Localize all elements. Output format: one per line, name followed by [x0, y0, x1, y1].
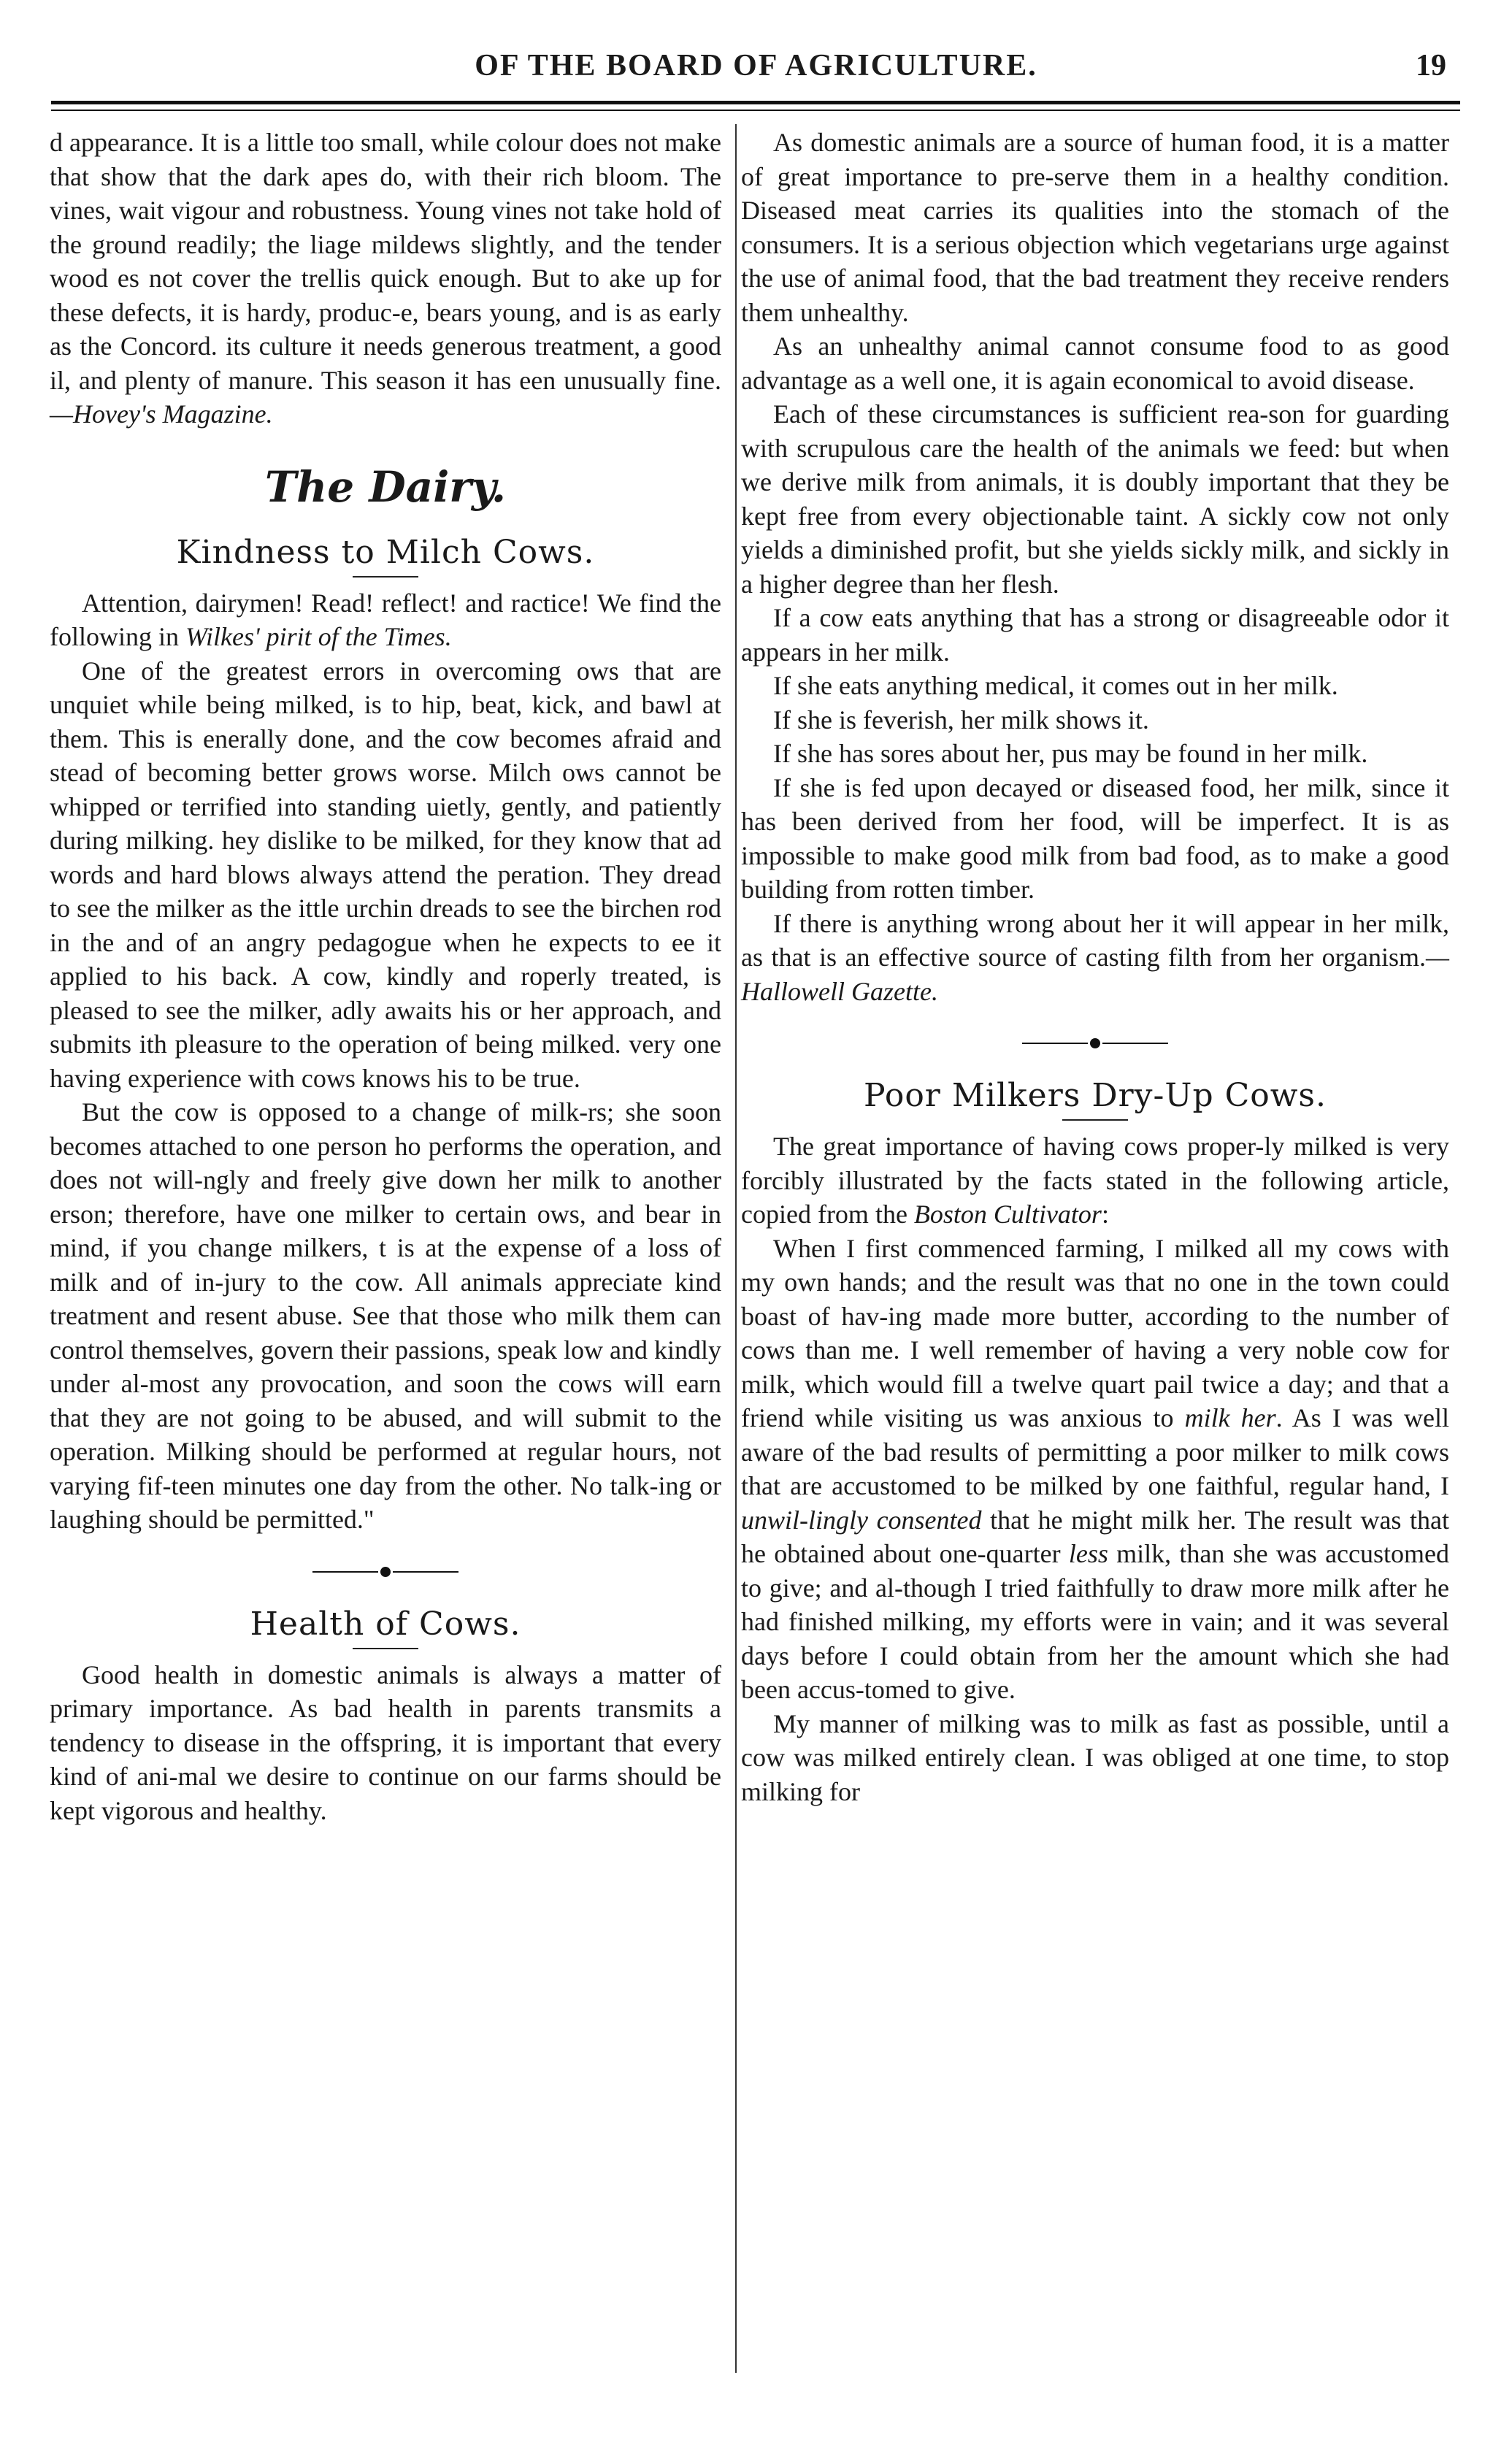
- article-separator: [741, 1036, 1449, 1051]
- article-paragraph: [741, 907, 1449, 1009]
- paragraph-text: milk, than she was accustomed to give; and al-though I tried faithfully to draw more milk after he had finished milking, my efforts were in vain; and it was several days before I could obtain from her the amount which she had been accus-tomed to give.: [741, 1539, 1449, 1704]
- article-title-health: Health of Cows.: [250, 1605, 521, 1643]
- left-column: [50, 126, 721, 1827]
- emphasis-text: less: [1068, 1539, 1108, 1568]
- article-title-kindness: Kindness to Milch Cows.: [176, 533, 595, 571]
- intro-text: d appearance. It is a little too small, while colour does not make that show that the dark apes do, with their rich bloom. The vines, wait vigour and robustness. Young vines not take hold of the ground readily; the liage mildews slightly, and the tender wood es not cover the trellis quick enough. But to ake up for these defects, it is hardy, produc-e, bears young, and is as early as the Concord. its culture it needs generous treatment, a good il, and plenty of manure. This season it has een unusually fine.: [50, 128, 721, 395]
- column-divider: [735, 124, 737, 2373]
- emphasis-text: unwil-lingly consented: [741, 1505, 982, 1535]
- article-title-poor-milkers: Poor Milkers Dry-Up Cows.: [864, 1077, 1327, 1114]
- running-title: OF THE BOARD OF AGRICULTURE.: [475, 49, 1037, 83]
- separator-line: [312, 1571, 378, 1573]
- paragraph-text: . As I was well aware of the bad results of permitting a poor milker to milk cows that are accustomed to be milked by one faithful, regular hand, I: [741, 1403, 1449, 1500]
- intro-source: —Hovey's Magazine.: [50, 399, 273, 429]
- title-rule: [353, 1648, 418, 1649]
- article-paragraph: As an unhealthy animal cannot consume food to as good advantage as a well one, it is again economical to avoid disease.: [741, 331, 1449, 395]
- right-column: [741, 126, 1449, 1808]
- article-paragraph: Good health in domestic animals is always a matter of primary importance. As bad health in parents transmits a tendency to disease in the offspring, it is important that every kind of ani-mal we desire to continue on our farms should be kept vigorous and healthy.: [50, 1660, 721, 1825]
- emphasis-text: milk her: [1184, 1403, 1276, 1432]
- title-rule: [1062, 1119, 1128, 1121]
- article-paragraph: As domestic animals are a source of human food, it is a matter of great importance to pre-serve them in a healthy condition. Diseased meat carries its qualities into the stomach of the consumers. It is a serious objection which vegetarians urge against the use of animal food, that the bad treatment they receive renders them unhealthy.: [741, 128, 1449, 327]
- page-header: [0, 44, 1512, 88]
- paragraph-text: If there is anything wrong about her it will appear in her milk, as that is an effective source of casting filth from her organism.: [741, 908, 1449, 972]
- paragraph-text: that he might milk her. The result was that he obtained about one-quarter: [741, 1505, 1449, 1568]
- paragraph-text: Attention, dairymen! Read! reflect! and ractice! We find the following in: [50, 588, 721, 651]
- intro-paragraph: [50, 126, 721, 431]
- article-paragraph: If she is fed upon decayed or diseased food, her milk, since it has been derived from her food, will be imperfect. It is as impossible to make good milk from bad food, as to make a good building from rotten timber.: [741, 772, 1449, 904]
- article-paragraph: My manner of milking was to milk as fast as possible, until a cow was milked entirely clean. I was obliged at one time, to stop milking for: [741, 1708, 1449, 1806]
- article-paragraph: One of the greatest errors in overcoming ows that are unquiet while being milked, is to hip, beat, kick, and bawl at them. This is enerally done, and the cow becomes afraid and stead of becoming better grows worse. Milch ows cannot be whipped or terrified into standing uietly, gently, and patiently during milking. hey dislike to be milked, for they know that ad words and hard blows always attend the peration. They dread to see the milker as the ittle urchin dreads to see the birchen rod in the and of an angry pedagogue when he expects to ee it applied to his back. A cow, kindly and roperly treated, is pleased to see the milker, adly awaits his or her approach, and submits ith pleasure to the operation of being milked. very one having experience with cows knows his to be true.: [50, 656, 721, 1093]
- article-paragraph: If she is feverish, her milk shows it.: [773, 705, 1149, 734]
- header-rule-thin: [51, 110, 1460, 111]
- article-paragraph: If she eats anything medical, it comes out in her milk.: [773, 671, 1338, 700]
- title-rule: [353, 576, 418, 578]
- article-paragraph: [741, 1129, 1449, 1232]
- source-citation: Wilkes' pirit of the Times.: [185, 622, 452, 651]
- page-number: 19: [1416, 49, 1446, 83]
- header-rule-thick: [51, 101, 1460, 104]
- source-citation: Boston Cultivator: [913, 1200, 1102, 1229]
- article-separator: [50, 1565, 721, 1579]
- section-heading: The Dairy.: [264, 461, 507, 512]
- separator-dot: [1090, 1038, 1100, 1048]
- article-paragraph: [50, 586, 721, 654]
- article-paragraph: [741, 1232, 1449, 1707]
- paragraph-text: :: [1101, 1200, 1109, 1229]
- separator-line: [1022, 1043, 1088, 1044]
- paragraph-text: The great importance of having cows proper-ly milked is very forcibly illustrated by the facts stated in the following article, copied from the: [741, 1132, 1449, 1229]
- separator-line: [1102, 1043, 1168, 1044]
- article-paragraph: Each of these circumstances is sufficient rea-son for guarding with scrupulous care the health of the animals we feed: but when we derive milk from animals, it is doubly important that they be kept free from every objectionable taint. A sickly cow not only yields a diminished profit, but she yields sickly milk, and sickly in a higher degree than her flesh.: [741, 399, 1449, 599]
- separator-dot: [380, 1567, 391, 1577]
- article-paragraph: If she has sores about her, pus may be found in her milk.: [773, 739, 1368, 768]
- paragraph-text: When I first commenced farming, I milked all my cows with my own hands; and the result was that no one in the town could boast of hav-ing made more butter, according to the number of cows than me. I well remember of having a very noble cow for milk, which would fill a twelve quart pail twice a day; and that a friend while visiting us was anxious to: [741, 1233, 1449, 1432]
- article-paragraph: If a cow eats anything that has a strong or disagreeable odor it appears in her milk.: [741, 603, 1449, 667]
- separator-line: [393, 1571, 458, 1573]
- article-paragraph: But the cow is opposed to a change of milk-rs; she soon becomes attached to one person ho performs the operation, and does not will-ngly and freely give down her milk to another erson; therefore, have one milker to certain ows, and bear in mind, if you change milkers, t is at the expense of a loss of milk and of in-jury to the cow. All animals appreciate kind treatment and resent abuse. See that those who milk them can control themselves, govern their passions, speak low and kindly under al-most any provocation, and soon the cows will earn that they are not going to be abused, and will submit to the operation. Milking should be performed at regular hours, not varying fif-teen minutes one day from the other. No talk-ing or laughing should be permitted.": [50, 1097, 721, 1534]
- source-citation: —Hallowell Gazette.: [741, 943, 1449, 1006]
